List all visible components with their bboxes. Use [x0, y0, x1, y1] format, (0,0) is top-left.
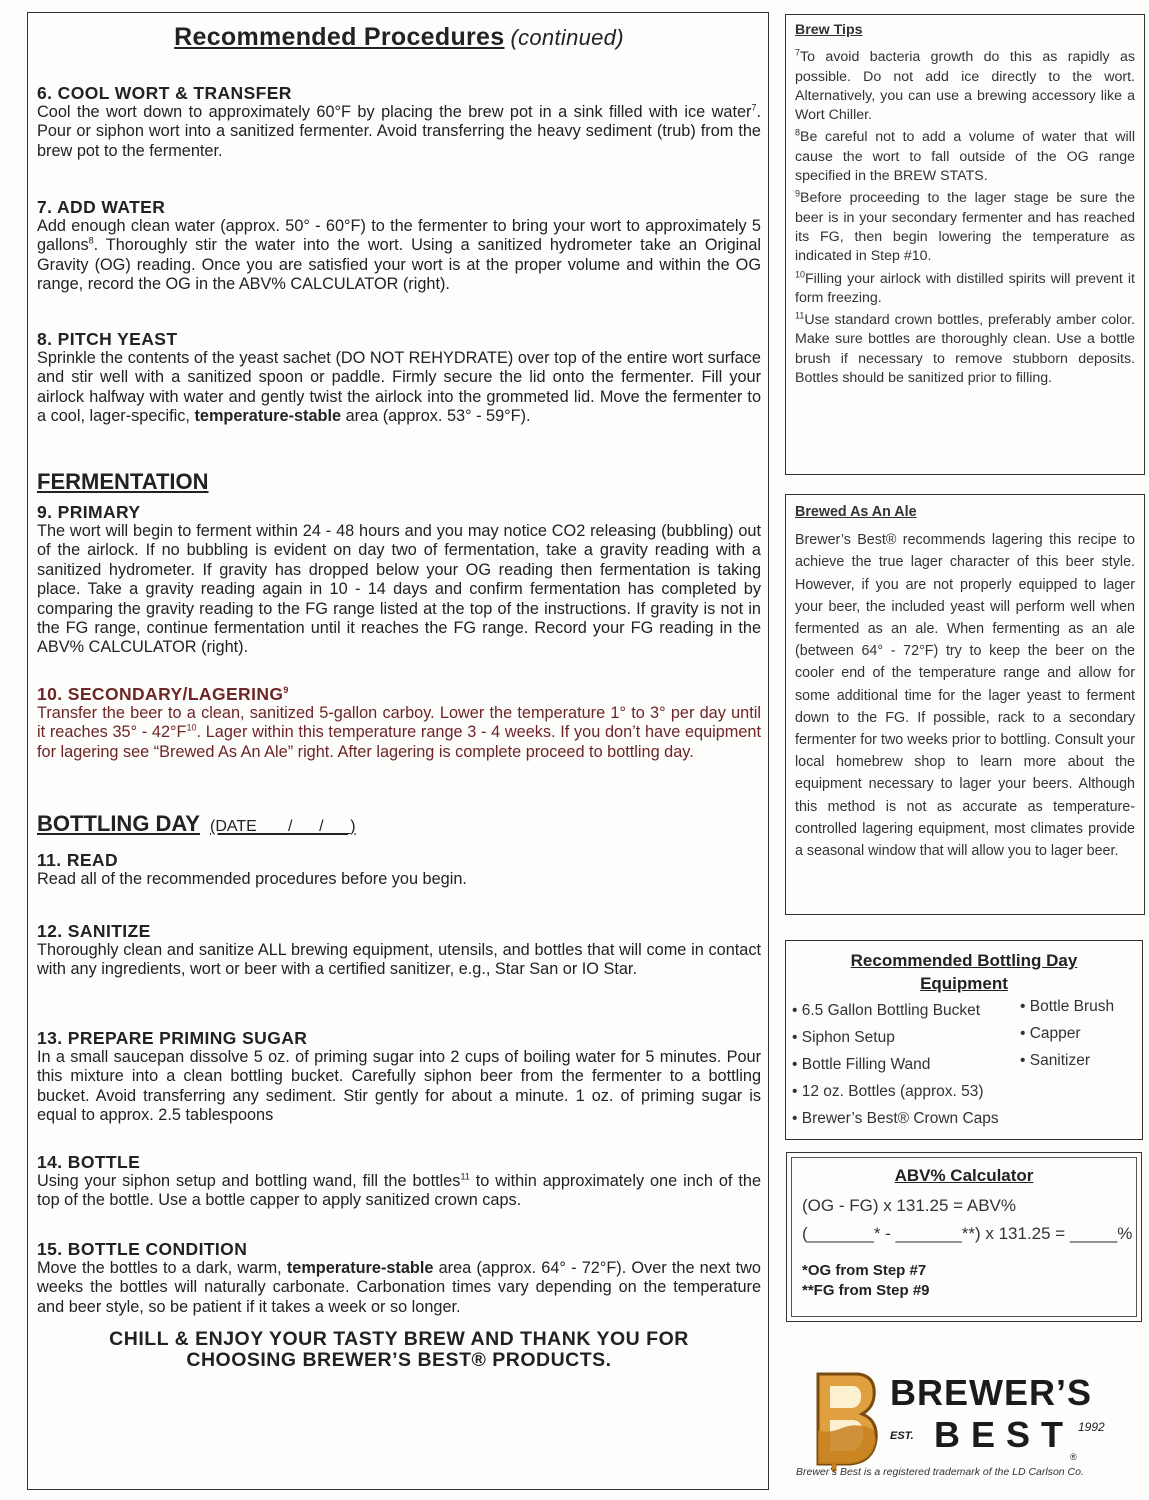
list-item: • Sanitizer: [1020, 1052, 1091, 1069]
procedures-panel: [27, 12, 769, 1490]
list-item: • Bottle Brush: [1020, 998, 1115, 1015]
fermentation-heading: FERMENTATION: [37, 469, 209, 494]
ale-text: Brewer’s Best® recommends lagering this recipe to achieve the true lager character of this beer style. However, if you are not properly equipped to lager your beer, the included yeast will perform well when fermented as an ale. When fermenting as an ale (between 64° - 72°F) try to keep the beer on the cooler end of the temperature range and allow for some additional time for the lager yeast to ferment down to the FG. If possible, rack to a secondary fermenter for two weeks prior to bottling. Consult your local homebrew shop to learn more about the equipment necessary to lager your beers. Although this method is not as accurate as temperature-controlled lagering equipment, most climates provide a seasonal window that will allow you to lager beer.: [795, 532, 1135, 860]
tip-8: $^8$Be careful not to add a volume of water that will cause the wort to fall outside of the OG range specified in the BREW STATS.: [795, 127, 1135, 185]
og-note: *OG from Step #7: [802, 1262, 927, 1279]
tip-7: $^7$To avoid bacteria growth do this as rapidly as possible. Do not add ice directly to the wort. Alternatively, you can use a brewing accessory like a Wort Chiller.: [795, 47, 1135, 124]
step-10: 10. SECONDARY/LAGERING$^9$ Transfer the beer to a clean, sanitized 5-gallon carboy. Lower the temperature 1° to 3° per day until it reaches $35^\circ - 42^\circ F^{10}$. Lager within this temperature range 3 - 4 weeks. If you don’t have equipment for lagering see “Brewed As An Ale” right. After lagering is complete proceed to bottling day.: [37, 684, 762, 761]
list-item: • 12 oz. Bottles (approx. 53): [792, 1083, 984, 1100]
step-15: 15. BOTTLE CONDITION Move the bottles to a dark, warm, temperature-stable area (approx. 64° - 72°F). Over the next two weeks the bottles will naturally carbonate. Carbonation times vary depending on the temperature and beer style, so be patient if it takes a week or so longer.: [37, 1239, 761, 1316]
logo-year: 1992: [1078, 1420, 1105, 1434]
equipment-list-left: [792, 997, 999, 1132]
tip-9: $^9$Before proceeding to the lager stage be sure the beer is in your secondary fermenter and has reached its FG, then begin lowering the temperature as indicated in Step #10.: [795, 188, 1135, 265]
tip-10: $^{10}$Filling your airlock with distilled spirits will prevent it form freezing.: [795, 268, 1135, 306]
step-7: 7. ADD WATER Add enough clean water (approx. 50° - 60°F) to the fermenter to bring your wort to approximately 5 gallons$^8$. Thoroughly stir the water into the wort. Using a sanitized hydrometer take an Original Gravity (OG) reading. Once you are satisfied your wort is at the proper volume and within the OG range, record the OG in the ABV% CALCULATOR (right).: [37, 197, 761, 294]
step-12: 12. SANITIZE Thoroughly clean and sanitize ALL brewing equipment, utensils, and bottles that will come in contact with any ingredients, wort or beer with a certified sanitizer, e.g., Star San or IO Star.: [37, 921, 761, 979]
bottling-equipment-box: [785, 940, 1143, 1140]
abv-calculator-box: [786, 1152, 1142, 1322]
logo-b-icon: [808, 1370, 880, 1474]
logo-registered-mark: ®: [1070, 1452, 1077, 1462]
ale-title: Brewed As An Ale: [795, 504, 917, 520]
bottling-date-field: (DATE ___/___/___): [209, 818, 356, 835]
step-8: 8. PITCH YEAST Sprinkle the contents of the yeast sachet (DO NOT REHYDRATE) over top of the entire wort surface and stir well with a sanitized spoon or paddle. Firmly secure the lid onto the fermenter. Fill your airlock halfway with water and gently twist the airlock into the grommeted lid. Move the fermenter to a cool, lager-specific, temperature-stable area (approx. 53° - 59°F).: [37, 329, 761, 426]
step-6: 6. COOL WORT & TRANSFER Cool the wort down to approximately 60°F by placing the brew pot in a sink filled with ice water$^7$. Pour or siphon wort into a sanitized fermenter. Avoid transferring the heavy sediment (trub) from the brew pot to the fermenter.: [37, 83, 761, 160]
brewed-as-ale-box: [785, 494, 1145, 915]
bottling-day-heading: BOTTLING DAY (DATE ___/___/___): [37, 811, 356, 836]
tip-11: $^{11}$Use standard crown bottles, preferably amber color. Make sure bottles are thoroughly clean. Use a bottle brush if necessary to remove stubborn deposits. Bottles should be sanitized prior to filling.: [795, 310, 1135, 387]
step-14: 14. BOTTLE Using your siphon setup and bottling wand, fill the bottles$^{11}$ to within approximately one inch of the top of the bottle. Use a bottle capper to apply sanitized crown caps.: [37, 1152, 761, 1210]
page-title: Recommended Procedures (continued): [174, 23, 624, 51]
list-item: • 6.5 Gallon Bottling Bucket: [792, 1002, 981, 1019]
closing-message: CHILL & ENJOY YOUR TASTY BREW AND THANK YOU FOR CHOOSING BREWER’S BEST® PRODUCTS.: [109, 1328, 689, 1371]
equipment-title: Recommended Bottling Day Equipment: [850, 951, 1078, 993]
list-item: • Bottle Filling Wand: [792, 1056, 931, 1073]
calculator-fill-line[interactable]: (_______* - _______**) x 131.25 = _____%: [802, 1224, 1133, 1243]
list-item: • Brewer’s Best® Crown Caps: [792, 1110, 999, 1127]
logo-est: EST.: [890, 1430, 914, 1442]
brew-tips-box: [785, 14, 1145, 475]
list-item: • Capper: [1020, 1025, 1081, 1042]
step-13: 13. PREPARE PRIMING SUGAR In a small saucepan dissolve 5 oz. of priming sugar into 2 cups of boiling water for 5 minutes. Pour this mixture into a clean bottling bucket. Carefully siphon beer from the fermenter to a bottling bucket. Avoid transferring any sediment. Stir gently for about a minute. 1 oz. of priming sugar is equal to approx. 2.5 tablespoons: [37, 1028, 761, 1125]
calculator-formula: (OG - FG) x 131.25 = ABV%: [802, 1196, 1016, 1215]
brewers-best-logo: [808, 1370, 1128, 1480]
logo-word-best: BEST: [934, 1414, 1075, 1455]
step-9: 9. PRIMARY The wort will begin to ferment within 24 - 48 hours and you may notice CO2 releasing (bubbling) out of the airlock. If no bubbling is evident on day two of fermentation, take a gravity reading with a sanitized hydrometer. If gravity has dropped below your OG reading then fermentation is taking place. Take a gravity reading again in 10 - 14 days and confirm fermentation has completed by comparing the gravity reading to the FG range listed at the top of the instructions. If gravity is not in the FG range, continue fermentation until it reaches the FG range. Record your FG reading in the ABV% CALCULATOR (right).: [37, 502, 761, 657]
equipment-list-right: [1020, 993, 1114, 1074]
calculator-title: ABV% Calculator: [894, 1166, 1034, 1185]
trademark-notice: Brewer’s Best is a registered trademark of the LD Carlson Co.: [796, 1466, 1084, 1478]
step-11: 11. READ Read all of the recommended procedures before you begin.: [37, 850, 467, 888]
logo-word-brewers: BREWER’S: [890, 1372, 1093, 1413]
fg-note: **FG from Step #9: [802, 1282, 930, 1299]
list-item: • Siphon Setup: [792, 1029, 895, 1046]
brew-tips-title: Brew Tips: [795, 22, 863, 38]
